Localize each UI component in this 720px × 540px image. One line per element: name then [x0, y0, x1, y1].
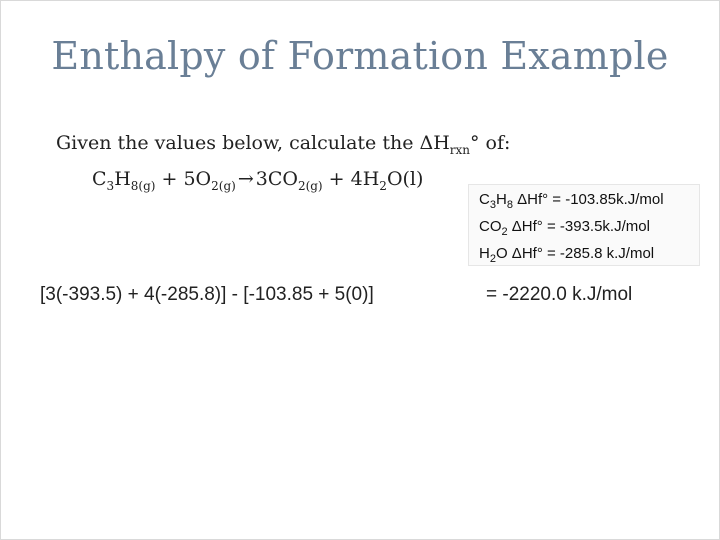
eq-plus-o2: + 5O [155, 168, 212, 190]
h2o-sub: 2 [489, 253, 496, 265]
eq-plus-h2o: + 4H [322, 168, 380, 190]
value-line-propane [479, 189, 699, 216]
propane-value: ΔHf° = -103.85k.J/mol [512, 191, 664, 208]
calculation-result: = -2220.0 k.J/mol [486, 284, 633, 305]
eq-h2o-sub: 2 [379, 178, 387, 193]
eq-h-sub: 8(g) [130, 178, 156, 193]
calculation-expression: [3(-393.5) + 4(-285.8)] - [-103.85 + 5(0)] [40, 284, 374, 305]
eq-c: C [92, 168, 107, 190]
value-line-h2o [479, 243, 699, 270]
prompt-text: Given the values below, calculate the ΔH [56, 132, 450, 154]
prompt-subscript: rxn [449, 142, 471, 157]
eq-co2: 3CO [255, 168, 298, 190]
eq-h: H [114, 168, 131, 190]
reaction-arrow-icon: → [237, 168, 254, 190]
eq-o2-sub: 2(g) [211, 178, 236, 193]
eq-co2-sub: 2(g) [297, 178, 323, 193]
reaction-equation [92, 168, 423, 193]
propane-c: C [479, 191, 490, 208]
prompt-tail: ° of: [470, 132, 511, 154]
page-title: Enthalpy of Formation Example [51, 34, 669, 78]
co2-value: ΔHf° = -393.5k.J/mol [507, 218, 650, 235]
co2-sub: 2 [501, 226, 508, 238]
h2o-value: O ΔHf° = -285.8 k.J/mol [495, 245, 655, 262]
enthalpy-values-box [468, 184, 700, 266]
propane-h: H [495, 191, 507, 208]
eq-c-sub: 3 [106, 178, 115, 193]
problem-prompt [56, 132, 510, 157]
co2-label: CO [479, 218, 502, 235]
value-line-co2 [479, 216, 699, 243]
h2o-label: H [479, 245, 490, 262]
eq-h2o-tail: O(l) [386, 168, 424, 190]
propane-c-sub: 3 [489, 199, 496, 211]
propane-h-sub: 8 [506, 199, 513, 211]
